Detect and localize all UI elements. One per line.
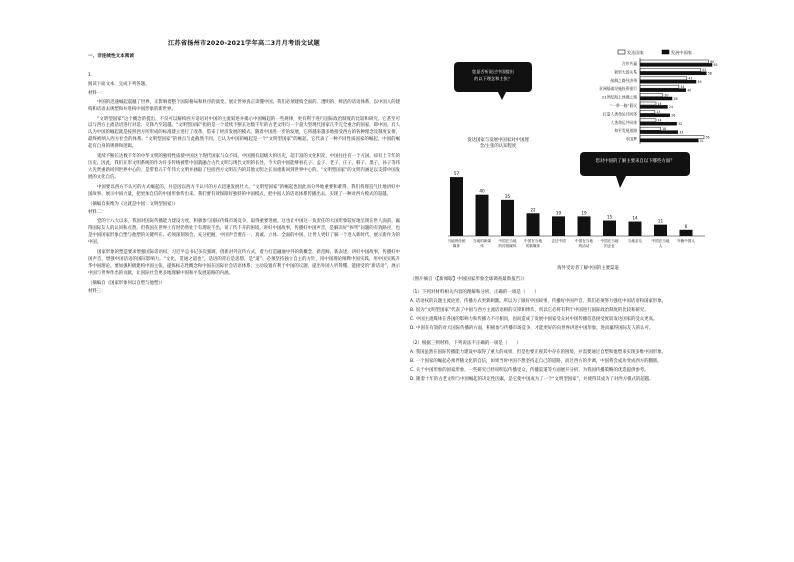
figure-caption: （图片摘自《【新闻眼】中国国家形象全球调查最新报告》） [410,277,527,282]
bar [640,72,706,75]
chart-2-speech-bubble [580,152,690,188]
bar [578,216,591,236]
option-2b[interactable]: B. 一个国家的崛起必须伴随文化的自信，如果当时中国不想坚持走自己的道路，而过西方的步调，中国将会成功变成西方的翻版。 [410,359,662,364]
awareness-bar-chart [440,48,730,154]
category-label: 当地的传统媒体 [447,239,466,248]
bar [629,222,642,236]
category-label: 中国在当地的传统媒体 [498,239,517,248]
material-1-paragraph: 延续不断长达数千年的中华文明的独特性质使中国这个现代国家与众不同。中国拥有超级大的历史，超丰富的文化积淀，中国往往有一个万国，却有上千年的历史。因此，我们在形文明系统的作为许多传统被带中国就融合古代文明与现代文明的长处。今天的中国能够看孔子、孟子、老子、庄子、韩子、墨子、孙子等伟大先贤重新回到世界中心的，是带着五千年伟大文明并涵取了包括西方文明在内的其他文明之长而重新回到世界中心的。“文明型国家”的文明内涵足以支撑中国发展的文化自信。 [88,154,400,180]
bar-value-label: 33 [679,130,684,135]
page-title: 江苏省扬州市2020-2021学年高二3月月考语文试题 [168,40,320,47]
bar-value-label: 41 [688,76,693,81]
bar [501,200,514,236]
bar-value-label: 19 [555,210,562,216]
category-label: “一带一路”倡议 [610,103,637,108]
bar [640,63,712,66]
bar-value-label: 32 [678,122,683,126]
bar-value-label: 14 [657,101,662,106]
category-label: 中国在当地的新媒体 [524,239,542,248]
material-1-paragraph: 中国要以西方不认可的方式崛起的，并是因以西方不认可的方式迅速发展壮大。“文明型国家”的崛起也因此而分外地重要和难得，我们将理直气壮地讲好中国故事、展示中国力量，把更加自信的中国形象传出来。我们要有效保障好独特的中国模式，把中国人的话语体系传播出去，实现了一种对西方模式的超越。 [88,184,400,197]
bar-value-label: 28 [673,96,678,101]
bar [640,102,656,105]
bar [640,94,663,97]
option-1c[interactable]: C. 中国主流媒体在各国的影响力和传播力不尽相同，因而造成了发展中国家受众对中国传播信息接受度较发达国家的受众更高。 [410,317,658,322]
material-2-paragraph: 国家形象的塑造要求增强国际话语权，习近平总书记多次强调，创新对外宣传方式，着力打造融通中外的新概念、新范畴、新表述，讲好中国故事，传播好中国声音，增强中国话语的国际影响力。“文化，贯通之道也”，话语的背后是思想，是“道”。必须坚持独立自主的方针，用中国理论阐释中国实践，用中国实践升华中国理论。要加强积极建构中国主张，提炼标志性概念和中国在国际社会话语体系；主动设置有利于中国的议题，提出外国人听得懂、能接受的“新话语”，展示中国与世界作出的贡献，让国际社会更多地理解中国和平发展道路的内涵。 [88,249,400,276]
bar [640,127,661,130]
bar-value-label: 20 [664,93,669,98]
bar-value-label: 56 [705,135,710,140]
category-label: 人类命运共同体 [610,119,637,125]
bar [640,85,679,88]
bar [640,119,656,122]
material-2-label: 材料二： [88,210,106,216]
legend-swatch [618,50,625,54]
material-1-label: 材料一： [88,90,106,96]
option-2c[interactable]: C. 关于中国形象的国家形象，一些研究已经说明以传播受众，传播渠道等方面展开分析，为我国传播策略的优选提供参考。 [410,368,649,373]
bar [680,230,693,236]
category-label: 中国在当地人 [651,239,670,248]
category-label: 打造人类命运共同体 [602,111,637,117]
bar-value-label: 22 [530,207,536,213]
bar-value-label: 26 [671,113,676,118]
bar [640,131,678,134]
material-3-label: 材料三： [88,289,106,295]
category-label: 当地亲友 [627,239,643,243]
bar-value-label: 24 [668,105,673,110]
material-1-paragraph: “文明型国家”这个概念的提出，不仅可以解构西方话语对中国的主流叙述并揭示中国崛起的一些规律，更有利于进行国际政治制度的比较和研究。它甚至可以与西方主流话语进行对话、交锋乃至超越。“文明型国家”指的是一个延续不断长达数千年的古老文明与一个超大型现代国家几乎完全重合的国家，即中国。有人认为中国的崛起就是按照西方所形成的标准建立进行了改革，借来了经济发展的模式，随着中国进一步的发展，它将越来越多地接受西方的各种理念及制度安排，最终被纳入西方社会的体系。“文明型国家”的视点与此截然不同，它认为中国的崛起是一个“文明型国家”的崛起，它代表了一种不同性质国家的崛起，中国的崛起有自身的规律和逻辑。 [88,116,400,150]
bar-value-label: 53 [702,68,707,73]
category-label: 亚洲基础设施投资银行 [599,86,637,92]
question-number: 1. [88,73,93,78]
bar-value-label: 63 [713,63,718,68]
chart-1-speech-bubble [454,62,532,100]
bar-value-label: 34 [680,85,685,89]
category-label: 合作共赢 [621,61,637,66]
category-label: 中国在当地的活动 [575,239,593,248]
legend-swatch [662,50,669,54]
bar [552,216,565,236]
bar-value-label: 40 [687,88,692,93]
bar [640,77,687,80]
category-label: 21世纪海上丝绸之路 [601,94,637,100]
option-2a[interactable]: A. 我国虽然在国际传播能力建设中取得了重大的成果，但是也要正视其中存在的困境，并需要通过自塑和他塑来实现多维中国形象。 [410,350,666,355]
bar-value-label: 11 [657,218,664,224]
bar [640,97,672,100]
bar [527,213,540,236]
bar-value-label: 13 [656,110,661,115]
option-1a[interactable]: A. 话语权的议题主流论述，传播方式更新刺激。所以为了做好中国故事，传播好中国声音，我们必须努力强化中国话语和国家形象。 [410,299,666,304]
category-label: 当地的新媒体 [473,239,491,248]
left-column [88,38,400,298]
instruction: 阅读下面文本，完成下列各题。 [88,81,150,87]
bar-value-label: 14 [657,118,662,123]
bar [640,80,696,83]
bar [640,136,704,139]
chart-2-title: 海外受访者了解中国的主要渠道 [557,266,619,271]
legend-label: 发展中国家 [671,50,692,55]
bar-value-label: 15 [606,214,613,220]
section-heading: 一、非连续性文本阅读 [88,54,134,59]
category-label: 丝绸之路经济带 [610,77,637,83]
question-1-stem: （1）下列对材料相关内容的理解和分析，正确的一项是（ ） [410,290,539,295]
material-2-paragraph: 党的十八大以来，我国对国际传播能力建设力度，积极参与国际传媒市场竞争，取得重要进展。这也让中国这一负责任的大国形象较好地呈现在世人面前，赢得国际友人的认同和点赞。但我国在世界上有时仍然处于有理说不出、说了传不开的困境。讲好中国故事，传播好中国声音，是解决好“挨骂”问题的有效路径，也是中国国家形象自塑与他塑的关键所在。必须深刻领会、充分把握，中国声音要在一、真诚、立体、全面的中国，让世人更好了解一个进入新时代、展示新作为的中国。 [88,219,400,246]
bar-value-label: 6 [684,223,688,229]
bar-value-label: 51 [699,138,704,143]
bar-value-label: 57 [453,171,460,177]
chart-1-bubble-text: 您是否听说过中国提出的以下理念和主张？ [472,69,514,81]
bar [640,110,655,113]
material-1-source: （摘编自张维为《这就是中国：文明型国家》） [88,201,179,207]
option-2d[interactable]: D. 随着十年的古老文明与中国崛起的决定性因素，是它使中国成为了一个“文明型国家”，并使得其成为了对西方模式的超越。 [410,377,654,382]
bar-value-label: 18 [662,127,667,131]
right-column-questions [410,276,724,385]
legend-label: 发达国家 [627,50,644,55]
bar [603,221,616,237]
channels-bar-chart [444,148,732,272]
bar [640,105,667,108]
category-label: 中国梦 [625,136,637,142]
bar [640,114,670,117]
bar-value-label: 19 [581,210,587,216]
question-2-stem: （2）根据三则材料，下列说法不正确的一项是（ ） [410,341,521,346]
chart-2-bubble-text: 您对中国的了解主要来自以下哪些方面？ [595,159,675,164]
bar [640,60,709,63]
bar-value-label: 58 [707,71,712,76]
bar [640,68,701,71]
bar-value-label: 49 [697,80,702,84]
bar-value-label: 40 [479,188,485,194]
chart-1-title: 发达国家与发展中国家对中国理念/主张的认知程度 [467,138,529,149]
option-1d[interactable]: D. 中国在有效的对大国际传播的方面，积极参与传播市场竞争，才能更好的向世界讲述中国形象，进而赢得国际友人的认可。 [410,326,654,331]
bar [450,177,463,236]
category-label: 去过中国 [551,239,566,243]
bar [654,225,667,236]
bar [640,89,686,92]
category-label: 外籍中国人 [677,239,695,243]
option-1b[interactable]: B. 因为“文明型国家”代表了中国与西方主流话语相的交锋和博弈，所以它必将有利于中国进行国际政治制度的比较和研究。 [410,308,649,313]
material-2-source: （摘编自《国家形象何以自塑与他塑》） [88,280,165,286]
bar-value-label: 35 [504,193,511,199]
bar [640,139,698,142]
bar [476,195,489,236]
bar-value-label: 60 [710,59,715,64]
category-label: 新型大国关系 [614,69,637,75]
bar-value-label: 14 [632,215,638,221]
category-label: 和平发展道路 [614,128,637,134]
material-1-paragraph: 中国的迅速崛起震撼了世界，正影响着整个国际格局和秩序的演变。展让世界真正读懂中国，我们必须建构全面的、透明的、鲜活的话语体系，以中国人的建构和话语去规塑和并进构中国形象的新世界。 [88,99,400,112]
category-label: 中国在当地的企业 [600,239,619,248]
bar [640,122,677,125]
